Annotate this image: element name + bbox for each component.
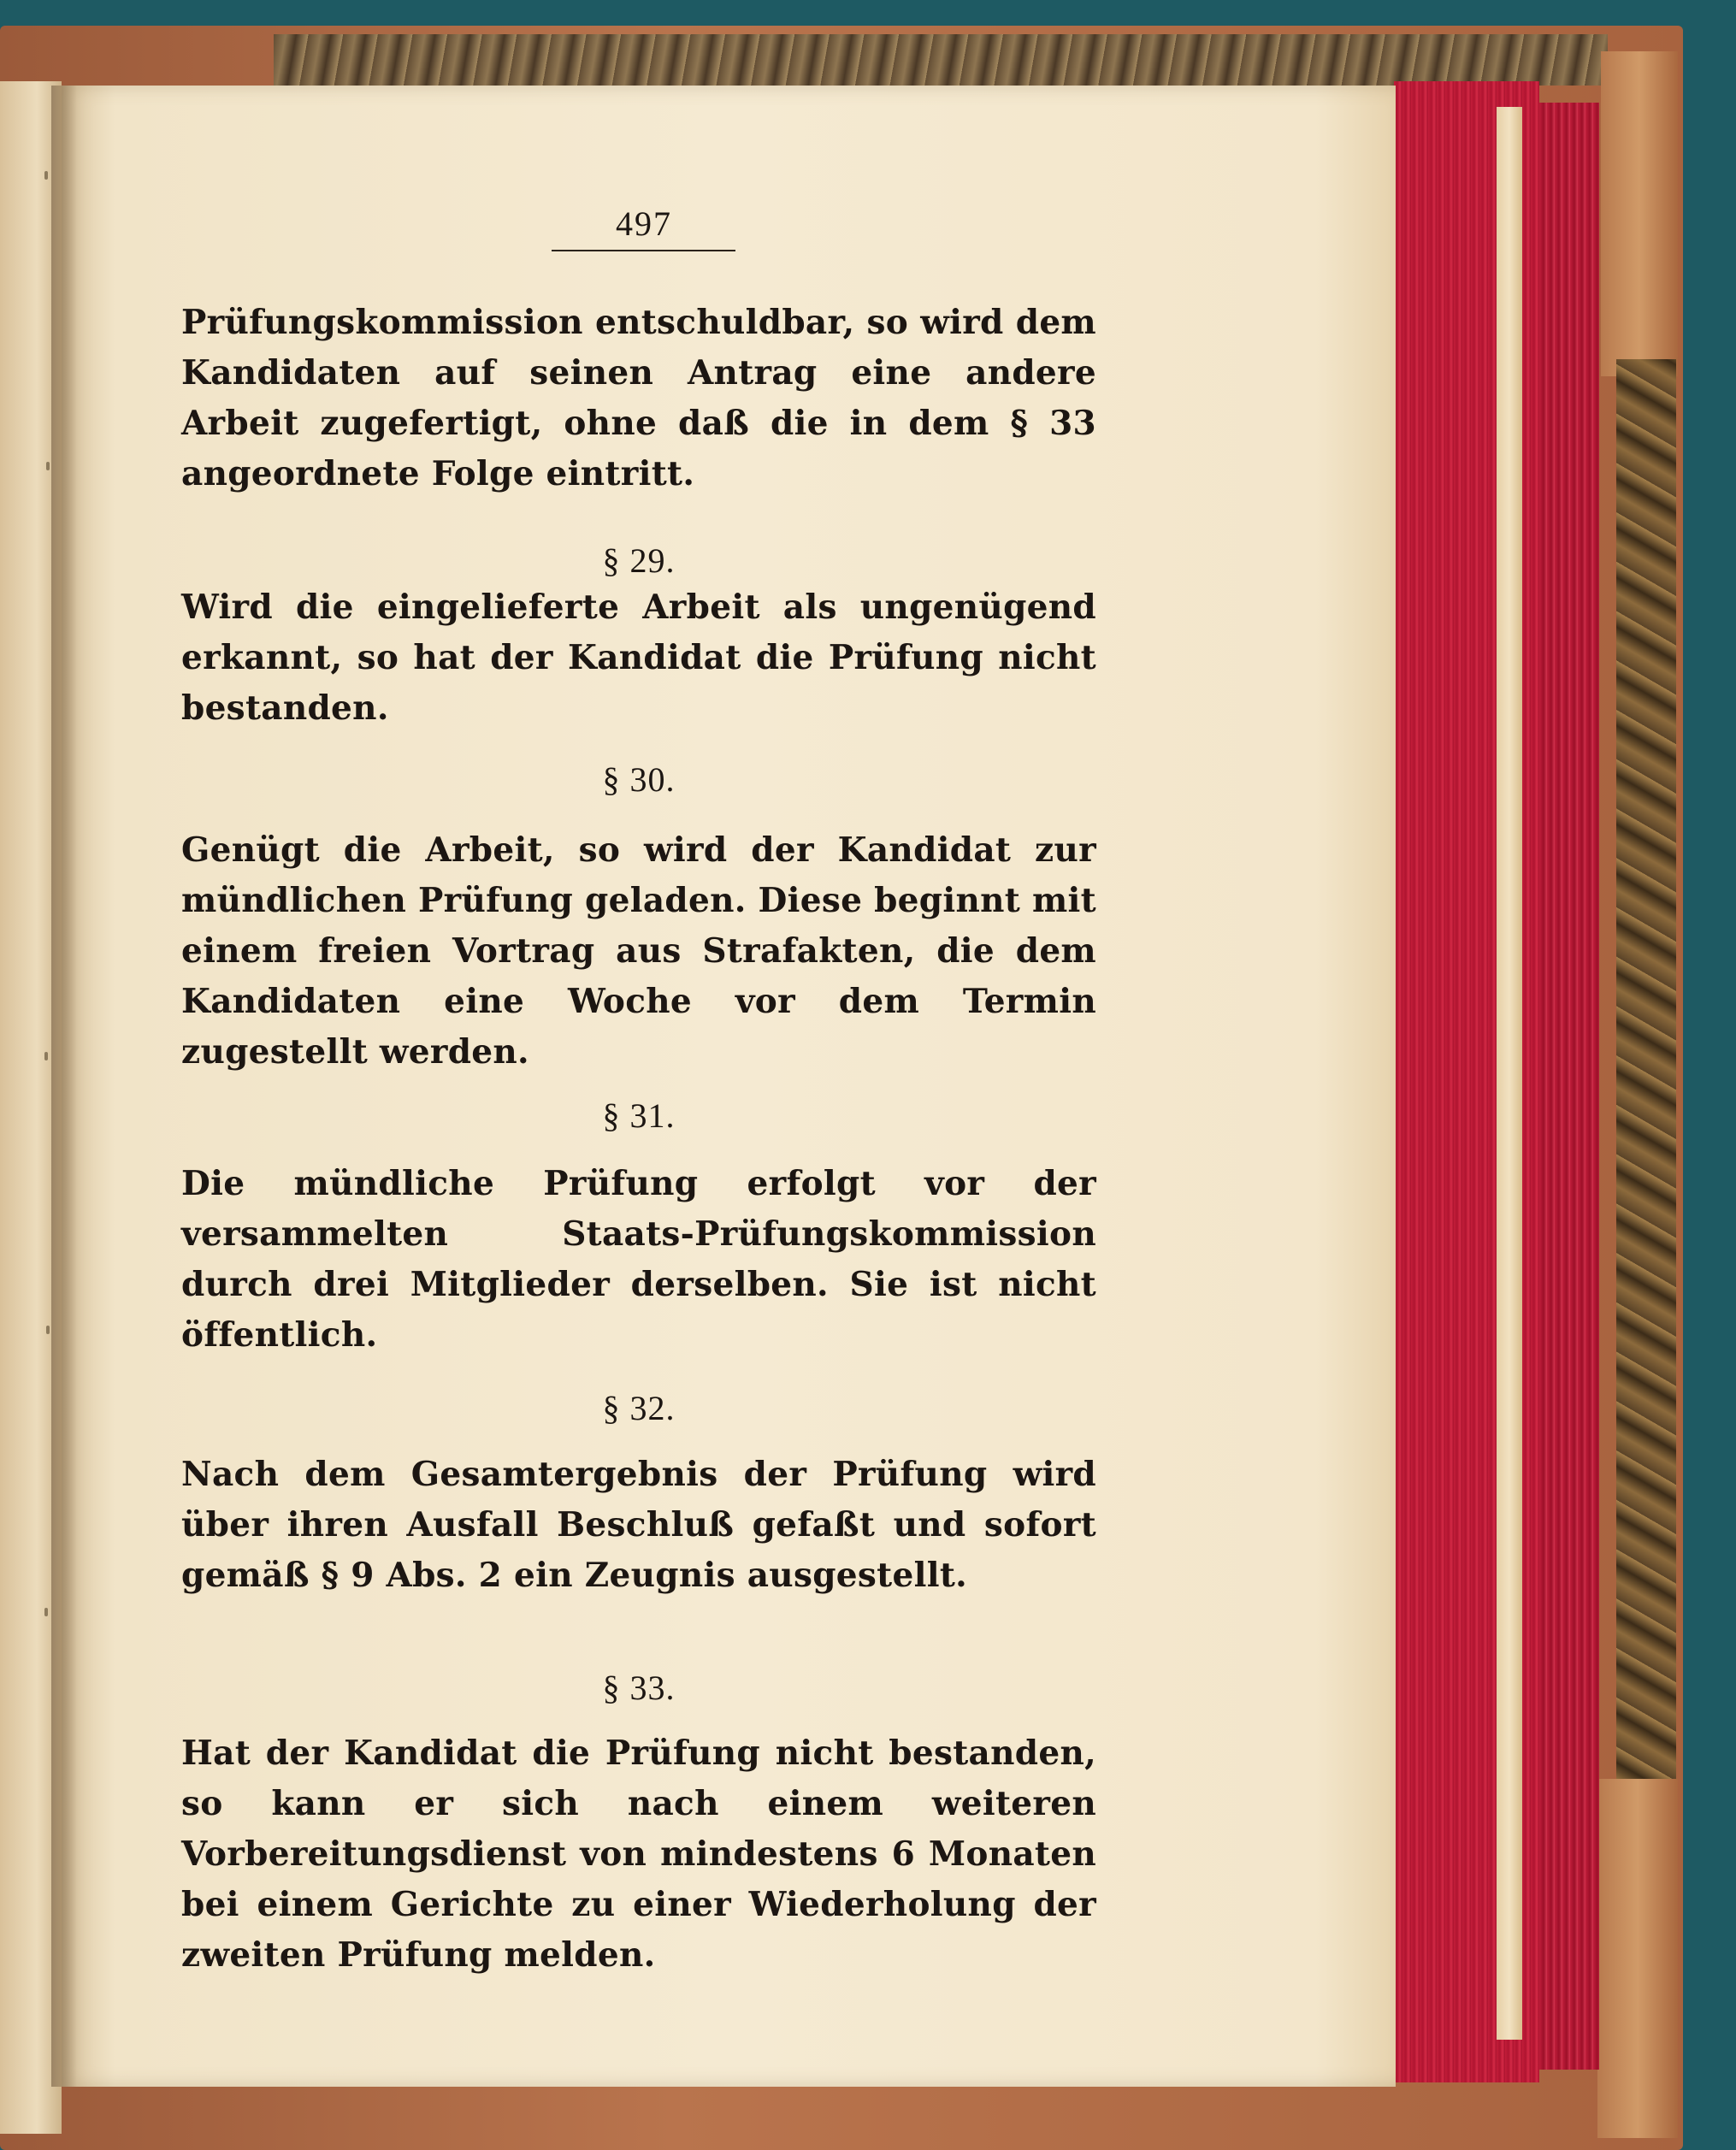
paragraph: Prüfungskommission entschuldbar, so wird dem Kandidaten auf seinen Antrag eine andere Arbeit zugefertigt, ohne daß die in dem § 33 angeordnete Folge eintritt. <box>181 303 1096 493</box>
spine-marbled-board <box>1616 359 1676 1796</box>
paragraph: Wird die eingelieferte Arbeit als ungenügend erkannt, so hat der Kandidat die Prüfung nicht bestanden. <box>181 588 1096 728</box>
page-number: 497 <box>616 204 672 243</box>
paragraph: Die mündliche Prüfung erfolgt vor der versammelten Staats-Prüfungskommission durch drei Mitglieder derselben. Sie ist nicht öffentlich. <box>181 1164 1096 1355</box>
spine-leather-bottom <box>1597 1779 1678 2138</box>
binding-stitch <box>44 1052 48 1060</box>
section-heading: § 30. <box>602 760 676 799</box>
spine-leather-top <box>1601 51 1678 376</box>
section-heading: § 29. <box>602 541 676 580</box>
section-heading: § 33. <box>602 1669 676 1707</box>
section-heading: § 31. <box>602 1096 676 1135</box>
binding-stitch <box>46 1326 50 1334</box>
binding-stitch <box>46 462 50 470</box>
paragraph: Nach dem Gesamtergebnis der Prüfung wird über ihren Ausfall Beschluß gefaßt und sofort gemäß § 9 Abs. 2 ein Zeugnis ausgestellt. <box>181 1455 1096 1595</box>
section-heading: § 32. <box>602 1389 676 1427</box>
page-edge-paper <box>1497 107 1522 2040</box>
cover-marbled-board <box>274 34 1608 86</box>
gutter-shadow <box>51 86 77 2087</box>
paragraph: Hat der Kandidat die Prüfung nicht bestanden, so kann er sich nach einem weiteren Vorbereitungsdienst von mindestens 6 Monaten bei einem Gerichte zu einer Wiederholung der zweiten Prüfung melden. <box>181 1734 1096 1975</box>
paragraph: Genügt die Arbeit, so wird der Kandidat zur mündlichen Prüfung geladen. Diese beginnt mit einem freien Vortrag aus Strafakten, die dem Kandidaten eine Woche vor dem Termin zugestellt werden. <box>181 830 1096 1072</box>
header-rule <box>552 250 735 251</box>
binding-stitch <box>44 171 48 180</box>
red-page-edges-outer <box>1539 103 1599 2070</box>
binding-stitch <box>44 1608 48 1616</box>
